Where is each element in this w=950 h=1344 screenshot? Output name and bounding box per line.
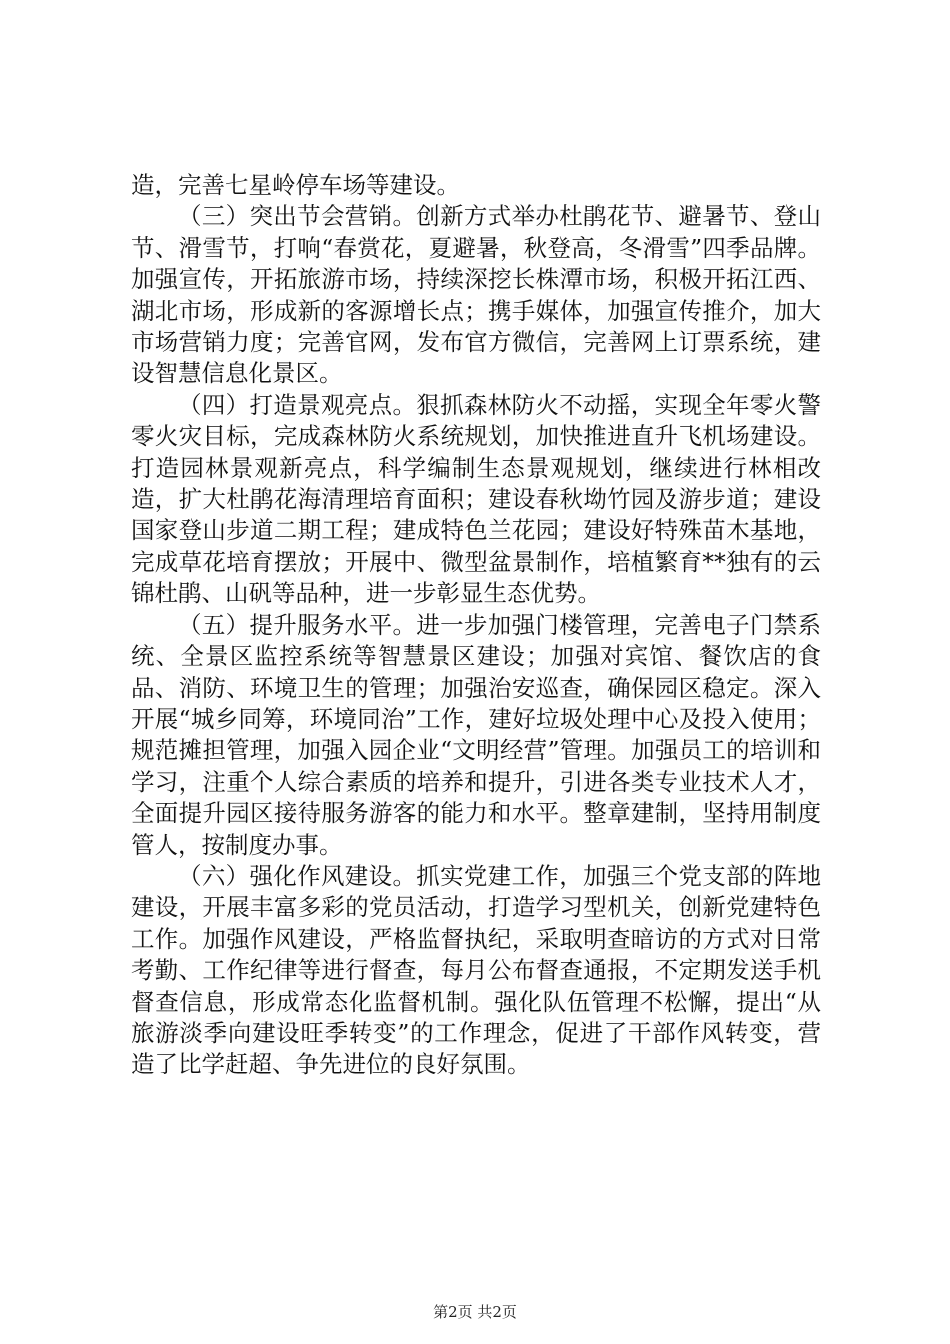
paragraph-service-level: （五）提升服务水平。进一步加强门楼管理，完善电子门禁系统、全景区监控系统等智慧景区建设；加强对宾馆、餐饮店的食品、消防、环境卫生的管理；加强治安巡查，确保园区稳定。深入开展“城乡同筹，环境同治”工作，建好垃圾处理中心及投入使用；规范摊担管理，加强入园企业“文明经营”管理。加强员工的培训和学习，注重个人综合素质的培养和提升，引进各类专业技术人才，全面提升园区接待服务游客的能力和水平。整章建制，坚持用制度管人，按制度办事。 <box>131 610 821 859</box>
paragraph-landscape-highlights: （四）打造景观亮点。狠抓森林防火不动摇，实现全年零火警零火灾目标，完成森林防火系统规划，加快推进直升飞机场建设。打造园林景观新亮点，科学编制生态景观规划，继续进行林相改造，扩大杜鹃花海清理培育面积；建设春秋坳竹园及游步道；建设国家登山步道二期工程；建成特色兰花园；建设好特殊苗木基地，完成草花培育摆放；开展中、微型盆景制作，培植繁育**独有的云锦杜鹃、山矾等品种，进一步彰显生态优势。 <box>131 390 821 608</box>
paragraph-work-style: （六）强化作风建设。抓实党建工作，加强三个党支部的阵地建设，开展丰富多彩的党员活动，打造学习型机关，创新党建特色工作。加强作风建设，严格监督执纪，采取明查暗访的方式对日常考勤、工作纪律等进行督查，每月公布督查通报，不定期发送手机督查信息，形成常态化监督机制。强化队伍管理不松懈，提出“从旅游淡季向建设旺季转变”的工作理念，促进了干部作风转变，营造了比学赶超、争先进位的良好氛围。 <box>131 861 821 1079</box>
paragraph-continuation: 造，完善七星岭停车场等建设。 <box>131 171 460 199</box>
document-body <box>131 170 821 1081</box>
page-footer: 第2页 共2页 <box>433 1303 517 1321</box>
paragraph-festival-marketing: （三）突出节会营销。创新方式举办杜鹃花节、避暑节、登山节、滑雪节，打响“春赏花，夏避暑，秋登高，冬滑雪”四季品牌。加强宣传，开拓旅游市场，持续深挖长株潭市场，积极开拓江西、湖北市场，形成新的客源增长点；携手媒体，加强宣传推介，加大市场营销力度；完善官网，发布官方微信，完善网上订票系统，建设智慧信息化景区。 <box>131 202 821 388</box>
